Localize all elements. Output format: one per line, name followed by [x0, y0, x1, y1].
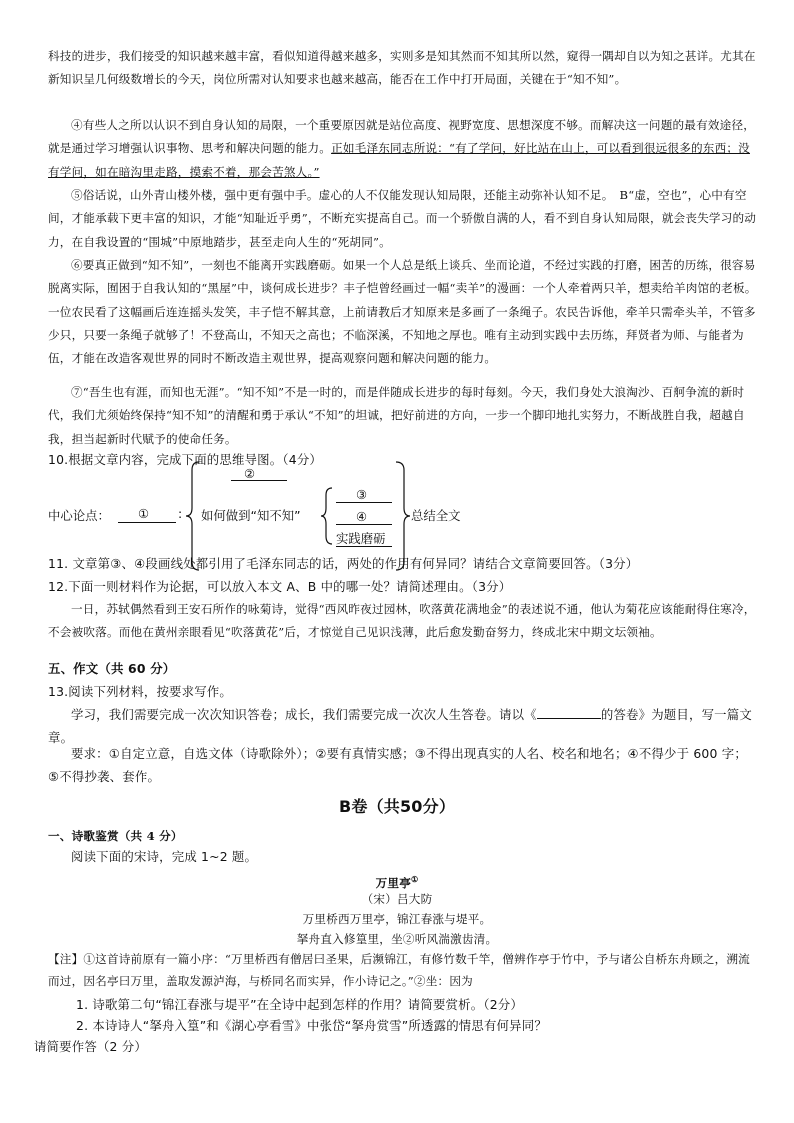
- poem-intro: 阅读下面的宋诗，完成 1~2 题。: [71, 849, 258, 864]
- poem-question-1: 1. 诗歌第二句“锦江春涨与堤平”在全诗中起到怎样的作用？请简要赏析。（2分）: [76, 997, 523, 1012]
- question-12-material: 一日，苏轼偶然看到王安石所作的咏菊诗，觉得“西风昨夜过园林，吹落黄花满地金”的表述说不通，他认为菊花应该能耐得住寒冷，不会被吹落。而他在黄州亲眼看见“吹落黄花”后，才惊觉自己见识浅薄，此后愈发勤奋努力，终成北宋中期文坛领袖。: [48, 602, 756, 640]
- poem-line-1: 万里桥西万里亭，锦江春涨与堤平。: [302, 912, 492, 926]
- poem-title: 万里亭①: [375, 874, 419, 890]
- paragraph-6: ⑥要真正做到“知不知”，一刻也不能离开实践磨砺。如果一个人总是纸上谈兵、坐而论道，不经过实践的打磨，困苦的历练，很容易脱离实际，囿困于自我认知的“黑屋”中，谈何成长进步？丰子恺曾经画过一幅“卖羊”的漫画：一个人牵着两只羊，想卖给羊肉馆的老板。一位农民看了这幅画后连连摇头发笑，丰子恺不解其意，上前请教后才知原来是多画了一条绳子。农民告诉他，牵羊只需牵头羊，不管多少只，只要一条绳子就够了！不登高山，不知天之高也；不临深溪，不知地之厚也。唯有主动到实践中去历练，拜贤者为师、与能者为伍，才能在改造客观世界的同时不断改造主观世界，提高观察问题和解决问题的能力。: [48, 258, 757, 366]
- question-11: 11. 文章第③、④段画线处都引用了毛泽东同志的话，两处的作用有何异同？请结合文章简要回答。（3分）: [48, 556, 639, 571]
- summary-node: 总结全文: [411, 508, 461, 523]
- poem-question-2-tail: 请简要作答（2 分）: [34, 1039, 147, 1054]
- question-13: 13.阅读下列材料，按要求写作。: [48, 684, 232, 699]
- section-b1-title: 一、诗歌鉴赏（共 4 分）: [48, 829, 183, 843]
- paragraph-5: ⑤俗话说，山外青山楼外楼，强中更有强中手。虚心的人不仅能发现认知局限，还能主动弥补认知不足。 B“虚，空也”，心中有空间，才能承载下更丰富的知识，才能“知耻近乎勇”，不断充实提高自己。而一个骄傲自满的人，看不到自身认知局限，就会丧失学习的动力，在自我设置的“围城”中原地踏步，甚至走向人生的“死胡同”。: [48, 188, 757, 249]
- paragraph-7: ⑦“吾生也有涯，而知也无涯”。“知不知”不是一时的，而是伴随成长进步的每时每刻。今天，我们身处大浪淘沙、百舸争流的新时代，我们尤须始终保持“知不知”的清醒和勇于承认“不知”的坦诚，把好前进的方向，一步一个脚印地扎实努力，不断战胜自我，超越自我，担当起新时代赋予的使命任务。: [48, 385, 745, 446]
- paragraph-3-continued: 科技的进步，我们接受的知识越来越丰富，看似知道得越来越多，实则多是知其然而不知其所以然，窥得一隅却自以为知之甚详。尤其在新知识呈几何级数增长的今天，岗位所需对认知要求也越来越高，能否在工作中打开局面，关键在于“知不知”。: [48, 49, 756, 87]
- poem-author: （宋）吕大防: [361, 892, 433, 906]
- poem-line-2: 拏舟直入修篁里，坐②听风湍激齿清。: [296, 932, 498, 946]
- question-12: 12.下面一则材料作为论据，可以放入本文 A、B 中的哪一处？请简述理由。（3分）: [48, 579, 512, 594]
- blank-4-number: ④: [356, 509, 368, 524]
- answer-blank-3: [336, 502, 392, 503]
- paragraph-4-underlined-quote: 正如毛泽东同志所说：“有了学问，好比站在山上，可以看到很远很多的东西；没有学问，如在暗沟里走路，摸索不着，那会苦煞人。”: [48, 141, 750, 179]
- mind-map-center-label: 中心论点：: [48, 508, 110, 523]
- blank-3-number: ③: [356, 487, 368, 502]
- paragraph-4-text: ④有些人之所以认识不到自身认知的局限，一个重要原因就是站位高度、视野宽度、思想深度不够。而解决这一问题的最有效途径，就是通过学习增强认识事物、思考和解决问题的能力。: [48, 118, 756, 156]
- practice-node: 实践磨砺: [336, 531, 386, 546]
- blank-1-number: ①: [138, 506, 150, 521]
- exam-page: 科技的进步，我们接受的知识越来越丰富，看似知道得越来越多，实则多是知其然而不知其所以然，窥得一隅却自以为知之甚详。尤其在新知识呈几何级数增长的今天，岗位所需对认知要求也越来越高，能否在工作中打开局面，关键在于“知不知”。 ④有些人之所以认识不到自身认知的局限，一个重要原因就是站位高度、视野宽度、思想深度不够。而解决这一问题的最有效途径，就是通过学习增强认识事物、思考和解决问题的能力。正如毛泽东同志所说：“有了学问，好比站在山上，可以看到很远很多的东西；没有学问，如在暗沟里走路，摸索不着，那会苦煞人。” ⑤俗话说，山外青山楼外楼，强中更有强中手。虚心的人不仅能发现认知局限，还能主动弥补认知不足。 B“虚，空也”，心中有空间，才能承载下更丰富的知识，才能“知耻近乎勇”，不断充实提高自己。而一个骄傲自满的人，看不到自身认知局限，就会丧失学习的动力，在自我设置的“围城”中原地踏步，甚至走向人生的“死胡同”。 ⑥要真正做到“知不知”，一刻也不能离开实践磨砺。如果一个人总是纸上谈兵、坐而论道，不经过实践的打磨，困苦的历练，很容易脱离实际，囿困于自我认知的“黑屋”中，谈何成长进步？丰子恺曾经画过一幅“卖羊”的漫画：一个人牵着两只羊，想卖给羊肉馆的老板。一位农民看了这幅画后连连摇头发笑，丰子恺不解其意，上前请教后才知原来是多画了一条绳子。农民告诉他，牵羊只需牵头羊，不管多少只，只要一条绳子就够了！不登高山，不知天之高也；不临深溪，不知地之厚也。唯有主动到实践中去历练，拜贤者为师、与能者为伍，才能在改造客观世界的同时不断改造主观世界，提高观察问题和解决问题的能力。 ⑦“吾生也有涯，而知也无涯”。“知不知”不是一时的，而是伴随成长进步的每时每刻。今天，我们身处大浪淘沙、百舸争流的新时代，我们尤须始终保持“知不知”的清醒和勇于承认“不知”的坦诚，把好前进的方向，一步一个脚印地扎实努力，不断战胜自我，超越自我，担当起新时代赋予的使命任务。 10.根据文章内容，完成下面的思维导图。（4分） 中心论点： ① : ② 如何做到“知不知” ③ ④ 实践磨砺 总结全文 11. 文章第③、④段画线处都引用了毛泽东同志的话，两处的作用有何异同？请结合文章简要回答。（3分） 12.下面一则材料作为论据，可以放入本文 A、B 中的哪一处？请简述理由。（3分） 一日，苏轼偶然看到王安石所作的咏菊诗，觉得“西风昨夜过园林，吹落黄花满地金”的表述说不通，他认为菊花应该能耐得住寒冷，不会被吹落。而他在黄州亲眼看见“吹落黄花”后，才惊觉自己见识浅薄，此后愈发勤奋努力，终成北宋中期文坛领袖。 五、作文（共 60 分） 13.阅读下列材料，按要求写作。 学习，我们需要完成一次次知识答卷；成长，我们需要完成一次次人生答卷。请以《 的答卷》为题目，写一篇文章。 要求：①自定立意，自选文体（诗歌除外）；②要有真情实感；③不得出现真实的人名、校名和地名；④不得少于 600 字；⑤不得抄袭、套作。 B卷（共50分） 一、诗歌鉴赏（共 4 分） 阅读下面的宋诗，完成 1~2 题。 万里亭① （宋）吕大防 万里桥西万里亭，锦江春涨与堤平。 拏舟直入修篁里，坐②听风湍激齿清。 【注】①这首诗前原有一篇小序：“万里桥西有僧居曰圣果，后濒锦江，有修竹数千竿，僧辨作亭于竹中，予与诸公自桥东舟顾之，溯流而过，因名亭曰万里，盖取发源泸海，与桥同名而实异，作小诗记之。”②坐：因为 1. 诗歌第二句“锦江春涨与堤平”在全诗中起到怎样的作用？请简要赏析。（2分） 2. 本诗诗人“拏舟入篁”和《湖心亭看雪》中张岱“拏舟赏雪”所透露的情思有何异同？ 请简要作答（2 分）: [0, 0, 794, 1123]
- title-blank: [537, 706, 601, 719]
- answer-blank-2: [231, 480, 287, 481]
- blank-2-number: ②: [244, 466, 256, 481]
- poem-notes: 【注】①这首诗前原有一篇小序：“万里桥西有僧居曰圣果，后濒锦江，有修竹数千竿，僧辨作亭于竹中，予与诸公自桥东舟顾之，溯流而过，因名亭曰万里，盖取发源泸海，与桥同名而实异，作小诗记之。”②坐：因为: [48, 952, 750, 988]
- question-13-requirements: 要求：①自定立意，自选文体（诗歌除外）；②要有真情实感；③不得出现真实的人名、校名和地名；④不得少于 600 字；⑤不得抄袭、套作。: [48, 746, 747, 785]
- how-to-branch: 如何做到“知不知”: [201, 508, 301, 523]
- paper-b-title: B卷（共50分）: [338, 797, 456, 816]
- answer-blank-4: [336, 524, 392, 525]
- poem-question-2: 2. 本诗诗人“拏舟入篁”和《湖心亭看雪》中张岱“拏舟赏雪”所透露的情思有何异同？: [76, 1018, 547, 1033]
- question-10: 10.根据文章内容，完成下面的思维导图。（4分）: [48, 452, 323, 467]
- question-13-material: 学习，我们需要完成一次次知识答卷；成长，我们需要完成一次次人生答卷。请以《 的答卷》为题目，写一篇文章。: [48, 707, 752, 746]
- section-5-title: 五、作文（共 60 分）: [48, 661, 176, 676]
